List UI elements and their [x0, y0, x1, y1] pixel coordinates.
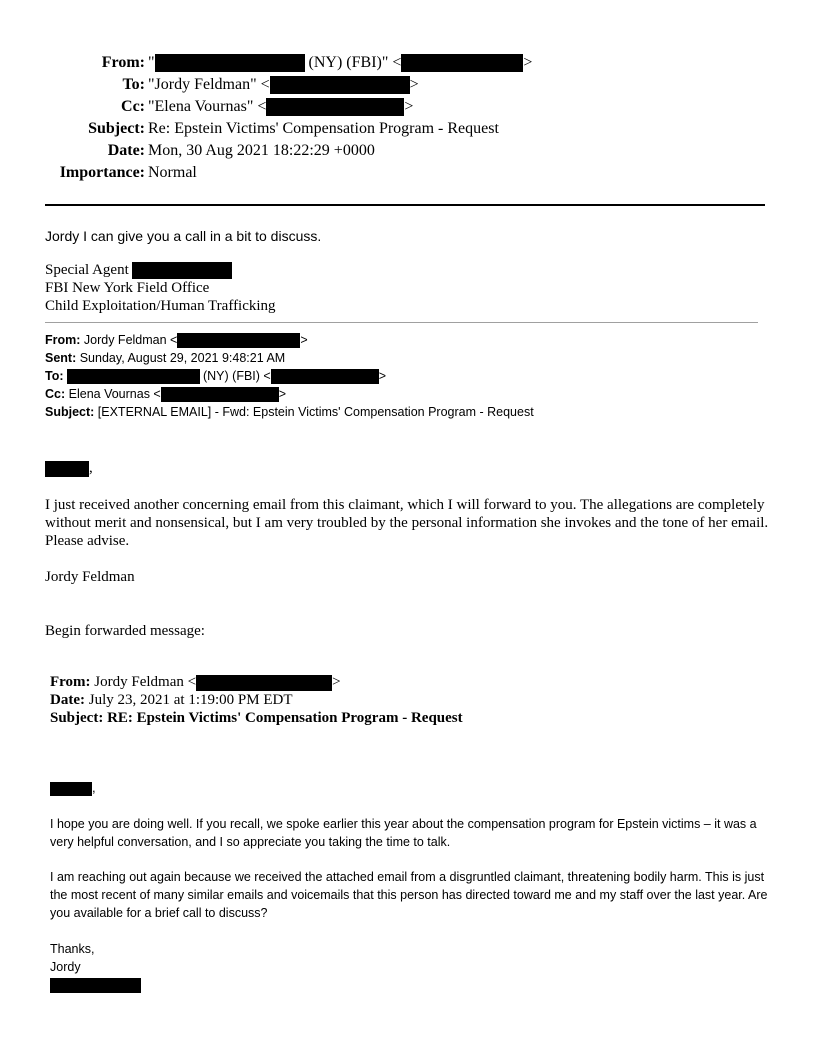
begin-forwarded-label: Begin forwarded message: — [45, 623, 205, 639]
forward1-sent-label: Sent: — [45, 351, 77, 365]
signature-unit: Child Exploitation/Human Trafficking — [45, 298, 276, 315]
forward2-paragraph-1: I hope you are doing well. If you recall, we spoke earlier this year about the compensation program for Epstein victims – it was a very helpful conversation, and I so appreciate you taking the time to talk. — [50, 817, 757, 849]
forward1-signature: Jordy Feldman — [45, 569, 135, 585]
header-to-label: To: — [122, 76, 145, 93]
redaction-block — [266, 98, 404, 116]
forward2-closing: Thanks, — [50, 942, 95, 956]
forward1-cc-row: Cc: Elena Vournas < > — [45, 387, 287, 401]
forward1-sent-row: Sent: Sunday, August 29, 2021 9:48:21 AM — [45, 351, 286, 365]
signature-office: FBI New York Field Office — [45, 280, 210, 297]
redaction-block — [401, 54, 523, 72]
forward2-date-label: Date: — [50, 692, 85, 708]
header-divider — [45, 204, 765, 206]
forward2-date-row: Date: July 23, 2021 at 1:19:00 PM EDT — [50, 692, 293, 708]
forward1-greeting: , — [45, 459, 93, 477]
reply-signature — [45, 261, 276, 315]
header-to-value: "Jordy Feldman" < > — [148, 76, 419, 93]
redaction-block — [270, 76, 410, 94]
forward1-to-label: To: — [45, 369, 64, 383]
forward1-subject-row: Subject: [EXTERNAL EMAIL] - Fwd: Epstein Victims' Compensation Program - Request — [45, 405, 534, 419]
header-date-label: Date: — [107, 142, 145, 159]
forward2-from-row: From: Jordy Feldman < > — [50, 674, 341, 690]
header-cc-value: "Elena Vournas" < > — [148, 98, 414, 115]
header-subject-value: Re: Epstein Victims' Compensation Program - Request — [148, 120, 499, 137]
forward1-cc-label: Cc: — [45, 387, 66, 401]
header-cc-row — [0, 97, 816, 117]
redaction-block — [155, 54, 305, 72]
forward2-greeting: , — [50, 780, 96, 796]
header-from-row — [0, 53, 816, 73]
forward1-body: I just received another concerning email from this claimant, which I will forward to you. The allegations are completely without merit and nonsensical, but I am very troubled by the personal information she invokes and the tone of her email. Please advise. — [45, 497, 769, 549]
header-date-row — [0, 141, 816, 161]
header-from-label: From: — [101, 54, 145, 71]
header-importance-value: Normal — [148, 164, 197, 181]
forward2-subject-label: Subject: — [50, 710, 104, 726]
redaction-block — [271, 369, 379, 384]
forward1-to-row: To: (NY) (FBI) < > — [45, 369, 387, 383]
header-subject-label: Subject: — [88, 120, 145, 137]
redaction-block — [67, 369, 200, 384]
forward1-from-row: From: Jordy Feldman < > — [45, 333, 308, 347]
forward2-from-label: From: — [50, 674, 91, 690]
forward2-paragraph-2: I am reaching out again because we received the attached email from a disgruntled claimant, threatening bodily harm. This is just the most recent of many similar emails and voicemails that this person has directed toward me and my staff over the last year. Are you available for a brief call to discuss? — [50, 870, 768, 920]
forward1-from-label: From: — [45, 333, 81, 347]
redaction-block — [50, 978, 141, 993]
header-importance-label: Importance: — [59, 164, 145, 181]
header-date-value: Mon, 30 Aug 2021 18:22:29 +0000 — [148, 142, 375, 159]
forward2-subject-row: Subject: RE: Epstein Victims' Compensation Program - Request — [50, 710, 463, 726]
redaction-block — [45, 461, 89, 477]
header-cc-label: Cc: — [121, 98, 145, 115]
header-from-value: " (NY) (FBI)" < > — [148, 54, 533, 71]
forward2-sign-name: Jordy — [50, 960, 81, 974]
forward1-subject-label: Subject: — [45, 405, 95, 419]
header-subject-row — [0, 119, 816, 139]
redaction-block — [132, 262, 232, 279]
reply-divider — [45, 322, 758, 323]
header-importance-row — [0, 163, 816, 183]
redaction-block — [161, 387, 279, 402]
redaction-block — [50, 782, 92, 796]
reply-body: Jordy I can give you a call in a bit to discuss. — [45, 228, 322, 244]
header-to-row — [0, 75, 816, 95]
redaction-block — [177, 333, 300, 348]
redaction-block — [196, 675, 332, 691]
signature-title: Special Agent — [45, 261, 276, 279]
